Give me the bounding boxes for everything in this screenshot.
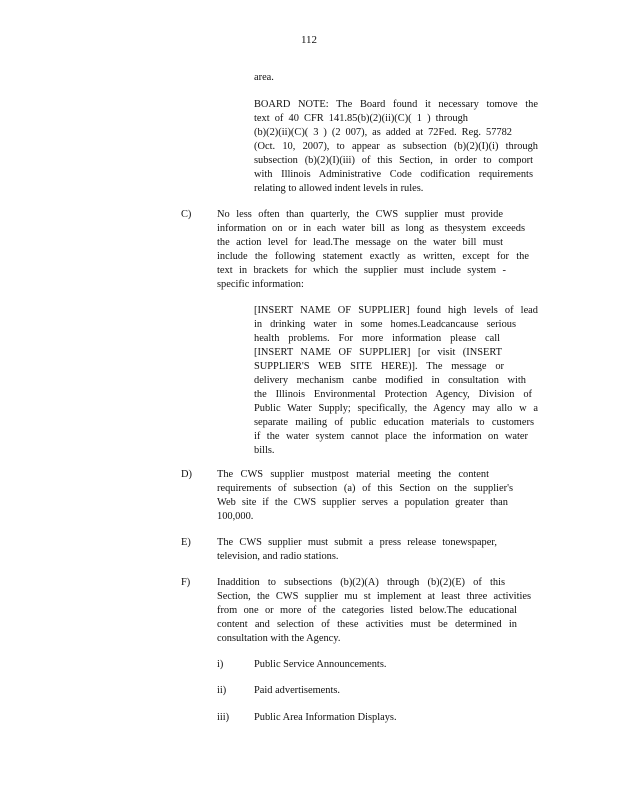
subsection-line: include the following statement exactly as written, except for the (217, 251, 529, 262)
activity-label: ii) (217, 685, 227, 696)
board-note-line: (b)(2)(ii)(C)( 3 ) (2 007), as added at 72Fed. Reg. 57782 (254, 127, 512, 138)
activity-text: Public Service Announcements. (254, 659, 387, 670)
activity-label: i) (217, 659, 224, 670)
subsection-line: specific information: (217, 279, 304, 290)
subsection-line: from one or more of the categories listed below.The educational (217, 605, 517, 616)
activity-label: iii) (217, 712, 230, 723)
board-note-line: BOARD NOTE: The Board found it necessary tomove the (254, 99, 538, 110)
subsection-label: D) (181, 469, 192, 480)
subsection-line: television, and radio stations. (217, 551, 339, 562)
statement-line: [INSERT NAME OF SUPPLIER] [or visit (INSERT (254, 347, 502, 358)
area-line: area. (254, 72, 274, 83)
subsection-line: Inaddition to subsections (b)(2)(A) through (b)(2)(E) of this (217, 577, 505, 588)
subsection-line: text in brackets for which the supplier must include system - (217, 265, 506, 276)
subsection-label: E) (181, 537, 191, 548)
page-number: 112 (300, 34, 318, 46)
statement-line: bills. (254, 445, 275, 456)
board-note-line: subsection (b)(2)(I)(iii) of this Section, in order to comport (254, 155, 533, 166)
statement-line: separate mailing of public education materials to customers (254, 417, 534, 428)
board-note-line: with Illinois Administrative Code codification requirements (254, 169, 533, 180)
statement-line: the Illinois Environmental Protection Agency, Division of (254, 389, 532, 400)
board-note-line: relating to allowed indent levels in rules. (254, 183, 424, 194)
subsection-line: content and selection of these activities must be determined in (217, 619, 517, 630)
board-note-line: (Oct. 10, 2007), to appear as subsection (b)(2)(I)(i) through (254, 141, 538, 152)
board-note-line: text of 40 CFR 141.85(b)(2)(ii)(C)( 1 ) through (254, 113, 468, 124)
subsection-line: the action level for lead.The message on the water bill must (217, 237, 503, 248)
statement-line: in drinking water in some homes.Leadcancause serious (254, 319, 516, 330)
statement-line: health problems. For more information please call (254, 333, 500, 344)
statement-line: if the water system cannot place the information on water (254, 431, 528, 442)
subsection-line: The CWS supplier must submit a press release tonewspaper, (217, 537, 497, 548)
subsection-line: consultation with the Agency. (217, 633, 341, 644)
subsection-line: requirements of subsection (a) of this Section on the supplier's (217, 483, 513, 494)
subsection-line: information on or in each water bill as long as thesystem exceeds (217, 223, 525, 234)
subsection-line: Section, the CWS supplier mu st implement at least three activities (217, 591, 531, 602)
activity-text: Paid advertisements. (254, 685, 340, 696)
subsection-label: F) (181, 577, 191, 588)
subsection-line: The CWS supplier mustpost material meeting the content (217, 469, 489, 480)
subsection-line: 100,000. (217, 511, 254, 522)
subsection-line: No less often than quarterly, the CWS supplier must provide (217, 209, 503, 220)
subsection-line: Web site if the CWS supplier serves a population greater than (217, 497, 508, 508)
subsection-label: C) (181, 209, 192, 220)
statement-line: [INSERT NAME OF SUPPLIER] found high levels of lead (254, 305, 538, 316)
statement-line: SUPPLIER'S WEB SITE HERE)]. The message or (254, 361, 504, 372)
activity-text: Public Area Information Displays. (254, 712, 397, 723)
statement-line: Public Water Supply; specifically, the Agency may allo w a (254, 403, 538, 414)
statement-line: delivery mechanism canbe modified in consultation with (254, 375, 526, 386)
